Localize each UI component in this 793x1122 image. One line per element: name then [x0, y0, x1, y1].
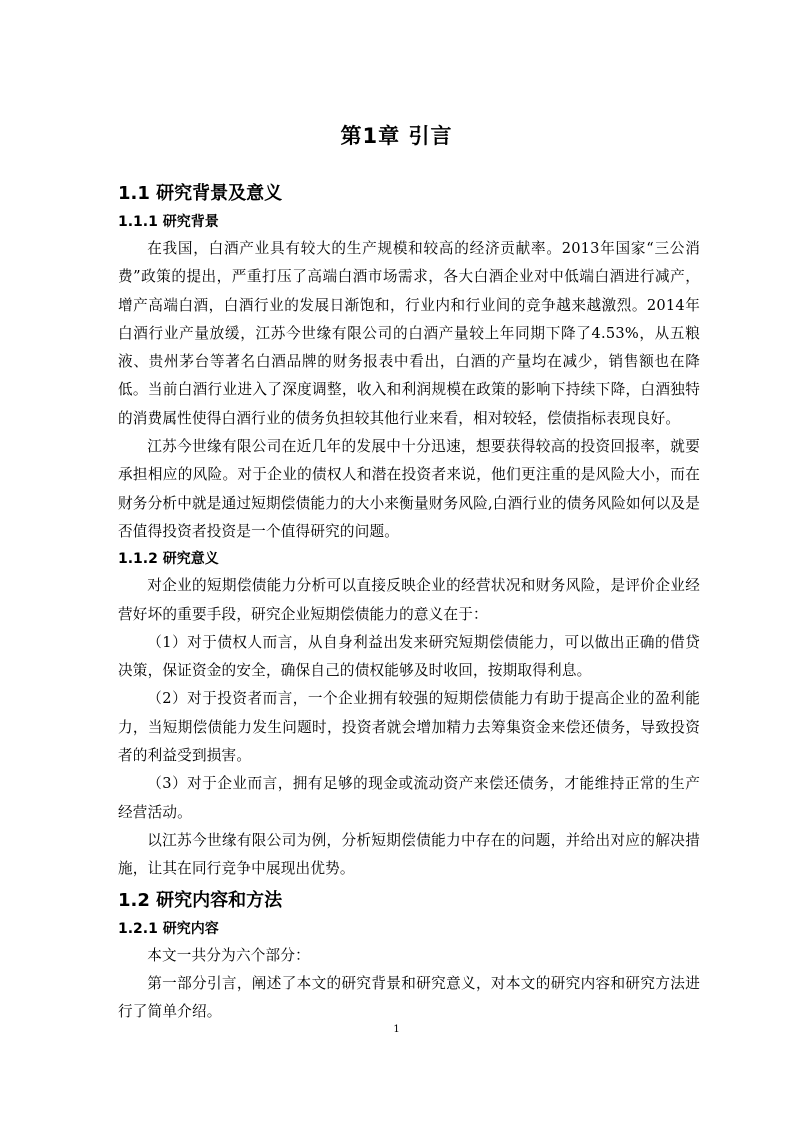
- paragraph-content-intro: 本文一共分为六个部分：: [147, 946, 310, 964]
- paragraph-significance-intro: 对企业的短期偿债能力分析可以直接反映企业的经营状况和财务风险，是评价企业经营好坏的重要手段，研究企业短期偿债能力的意义在于：: [118, 577, 700, 623]
- page-content: [118, 177, 700, 1026]
- paragraph-background-2: 江苏今世缘有限公司在近几年的发展中十分迅速，想要获得较高的投资回报率，就要承担相应的风险。对于企业的债权人和潜在投资者来说，他们更注重的是风险大小，而在财务分析中就是通过短期偿债能力的大小来衡量财务风险,白酒行业的债务风险如何以及是否值得投资者投资是一个值得研究的问题。: [118, 438, 700, 540]
- paragraph-significance-enterprise: （3）对于企业而言，拥有足够的现金或流动资产来偿还债务，才能维持正常的生产经营活动。: [118, 775, 700, 821]
- subsection-heading-1-1-2: 1.1.2 研究意义: [118, 551, 219, 568]
- paragraph-significance-creditors: （1）对于债权人而言，从自身利益出发来研究短期偿债能力，可以做出正确的借贷决策，保证资金的安全，确保自己的债权能够及时收回，按期取得利息。: [118, 633, 700, 680]
- paragraph-significance-investors: （2）对于投资者而言，一个企业拥有较强的短期偿债能力有助于提高企业的盈利能力，当短期偿债能力发生问题时，投资者就会增加精力去筹集资金来偿还债务，导致投资者的利益受到损害。: [118, 690, 700, 765]
- chapter-title: 第1章 引言: [340, 124, 453, 148]
- paragraph-content-part1: 第一部分引言，阐述了本文的研究背景和研究意义，对本文的研究内容和研究方法进行了简单介绍。: [118, 974, 700, 1021]
- page-number: 1: [393, 1024, 400, 1035]
- paragraph-significance-example: 以江苏今世缘有限公司为例，分析短期偿债能力中存在的问题，并给出对应的解决措施，让其在同行竞争中展现出优势。: [118, 831, 700, 878]
- subsection-heading-1-2-1: 1.2.1 研究内容: [118, 920, 219, 937]
- section-heading-1-1: 1.1 研究背景及意义: [118, 183, 283, 204]
- paragraph-background-1: 在我国，白酒产业具有较大的生产规模和较高的经济贡献率。2013年国家“三公消费”政策的提出，严重打压了高端白酒市场需求，各大白酒企业对中低端白酒进行减产，增产高端白酒，白酒行业的发展日渐饱和，行业内和行业间的竞争越来越激烈。2014年白酒行业产量放缓，江苏今世缘有限公司的白酒产量较上年同期下降了4.53%，从五粮液、贵州茅台等著名白酒品牌的财务报表中看出，白酒的产量均在减少，销售额也在降低。当前白酒行业进入了深度调整，收入和利润规模在政策的影响下持续下降，白酒独特的消费属性使得白酒行业的债务负担较其他行业来看，相对较轻，偿债指标表现良好。: [118, 240, 700, 427]
- section-heading-1-2: 1.2 研究内容和方法: [118, 889, 283, 911]
- subsection-heading-1-1-1: 1.1.1 研究背景: [118, 214, 219, 230]
